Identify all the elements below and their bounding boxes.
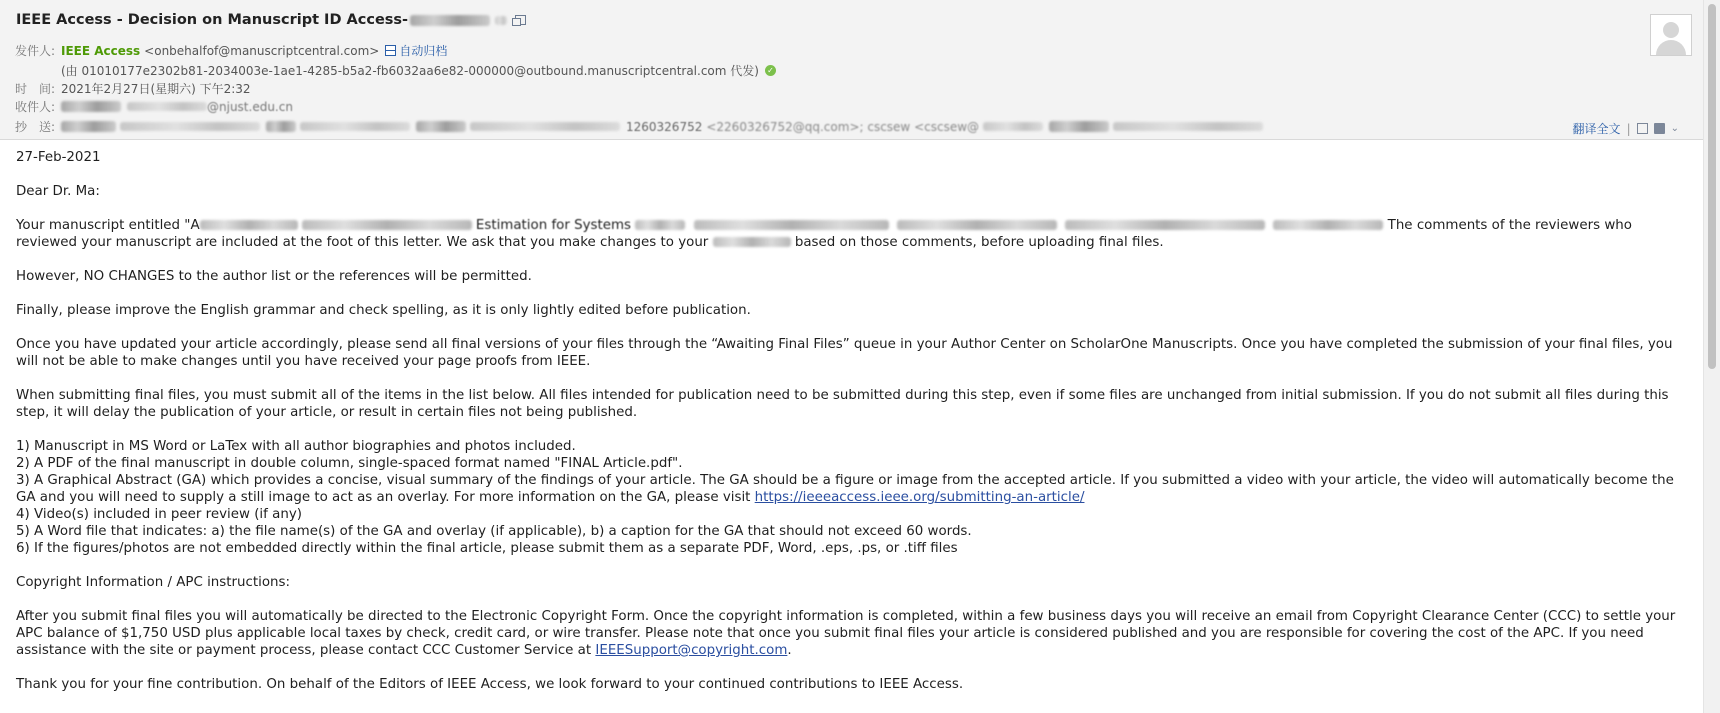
ccc-support-email-link[interactable]: IEEESupport@copyright.com [595,643,788,658]
list-item: 1) Manuscript in MS Word or LaTex with all author biographies and photos included. [16,439,576,454]
apc-period: . [787,643,792,658]
time-value: 2021年2月27日(星期六) 下午2:32 [61,82,251,96]
avatar-placeholder [1650,14,1692,56]
mail-header [0,0,1703,140]
cc-label: 抄 送: [15,120,56,134]
avatar-body [1656,40,1686,56]
sender-name[interactable]: IEEE Access [61,43,141,58]
list-item: 2) A PDF of the final manuscript in double column, single-spaced format named "FINAL Article.pdf". [16,456,683,471]
to-label: 收件人: [15,100,56,114]
list-item: 6) If the figures/photos are not embedded directly within the final article, please submit them as a separate PDF, Word, .eps, .ps, or .tiff files [16,541,958,556]
redacted-cc [266,121,296,132]
redacted-title [302,220,472,230]
print-icon[interactable] [1654,123,1665,134]
redacted-title [694,220,889,230]
cc-visible-qq[interactable]: 1260326752 [626,119,703,134]
file-requirements-list [16,438,1690,557]
recipient-domain[interactable]: @njust.edu.cn [207,99,293,114]
p1-end: The [1387,218,1413,233]
note-icon[interactable] [1637,123,1648,134]
closing-paragraph: Thank you for your fine contribution. On behalf of the Editors of IEEE Access, we look forward to your continued contributions to IEEE Access. [16,677,964,692]
redacted-cc [1049,121,1109,132]
list-item [16,472,1690,506]
cc-row [15,118,1263,135]
on-behalf-text: (由 01010177e2302b81-2034003e-1ae1-4285-b5a2-fb6032aa6e82-000000@outbound.manuscriptcentral.com 代发) [61,64,759,78]
acceptance-paragraph [16,217,1690,251]
p1-start: Your manuscript entitled "A [16,218,200,233]
grammar-paragraph: Finally, please improve the English grammar and check spelling, as it is only lightly edited before publication. [16,303,751,318]
time-label: 时 间: [15,82,56,96]
redacted-cc [416,121,466,132]
redacted-title [635,220,685,230]
redacted-title [897,220,1057,230]
header-toolbar [1573,120,1679,137]
subject-line [16,12,526,28]
redacted-cc [470,122,620,131]
redacted-text [495,16,507,25]
redacted-title [200,220,298,230]
redacted-recipient-email [127,102,207,111]
toolbar-separator: | [1626,121,1631,136]
chevron-down-icon[interactable]: ⌄ [1670,123,1679,134]
subject-text: IEEE Access - Decision on Manuscript ID Access- [16,12,409,28]
sender-email[interactable]: <onbehalfof@manuscriptcentral.com> [144,43,380,58]
ga-info-link[interactable]: https://ieeeaccess.ieee.org/submitting-an-article/ [754,490,1085,505]
list-item: 4) Video(s) included in peer review (if any) [16,507,302,522]
submission-paragraph: When submitting final files, you must submit all of the items in the list below. All files intended for publication need to be submitted during this step, even if some files are unchanged from initial submission. If you do not submit all files during this step, it will delay the publication of your article, or result in certain files not being published. [16,388,1669,420]
vertical-scrollbar[interactable] [1703,0,1720,713]
redacted-manuscript-id [410,15,490,26]
apc-text: After you submit final files you will automatically be directed to the Electronic Copyright Form. Once the copyright information is completed, within a few business days you will receive an email from Copyright Clearance Center (CCC) to settle your APC balance of $1,750 USD plus applicable local taxes by check, credit card, or wire transfer. Please note that once you submit final files your article is considered published and you are responsible for covering the cost of the APC. If you need assistance with the site or payment process, please contact CCC Customer Service at [16,609,1676,658]
letter-greeting: Dear Dr. Ma: [16,184,100,199]
redacted-title [1065,220,1265,230]
apc-paragraph [16,608,1690,659]
scrollbar-thumb[interactable] [1708,4,1716,369]
letter-date: 27-Feb-2021 [16,150,101,165]
p1-line2b: based on those comments, before uploading final files. [794,235,1164,250]
copyright-heading: Copyright Information / APC instructions: [16,575,290,590]
verified-check-icon[interactable]: ✓ [765,65,776,76]
redacted-recipient-name [61,101,121,112]
from-row [15,42,447,59]
list-item-text: 3) A Graphical Abstract (GA) which provides a concise, visual summary of the findings of your article. The GA should be a figure or image from the accepted article. If you submitted a video with your article, the video will automatically become the GA and you will need to supply a still image to act as an overlay. For more information on the GA, please visit [16,473,1674,505]
archive-icon [385,45,396,56]
redacted-cc [61,121,116,132]
auto-archive-link[interactable] [385,42,447,59]
no-changes-paragraph: However, NO CHANGES to the author list or the references will be permitted. [16,269,532,284]
final-files-paragraph: Once you have updated your article accordingly, please send all final versions of your files through the “Awaiting Final Files” queue in your Author Center on ScholarOne Manuscripts. Once you have completed the submission of your final files, you will not be able to make changes until you have received your page proofs from IEEE. [16,337,1673,369]
on-behalf-row [61,62,776,79]
p1-line2a: comments of the reviewers who reviewed your manuscript are included at the foot of this letter. We ask that you make changes to your [16,218,1632,250]
to-row [15,98,293,115]
time-row [15,80,251,97]
redacted-cc [300,122,410,131]
cc-visible-qq-email[interactable]: <2260326752@qq.com>; cscsew <cscsew@ [706,119,980,134]
redacted-word [713,237,791,247]
from-label: 发件人: [15,44,56,58]
redacted-title [1273,220,1383,230]
redacted-cc [1113,122,1263,131]
redacted-cc [983,122,1043,131]
mail-body [16,149,1690,710]
archive-label: 自动归档 [399,44,448,58]
translate-full-text-link[interactable]: 翻译全文 [1572,122,1621,136]
new-window-icon[interactable] [515,15,526,25]
redacted-cc [120,122,260,131]
list-item: 5) A Word file that indicates: a) the file name(s) of the GA and overlay (if applicable), b) a caption for the GA that should not exceed 60 words. [16,524,972,539]
avatar-head [1663,22,1679,38]
p1-title-visible: Estimation for Systems [475,218,632,233]
